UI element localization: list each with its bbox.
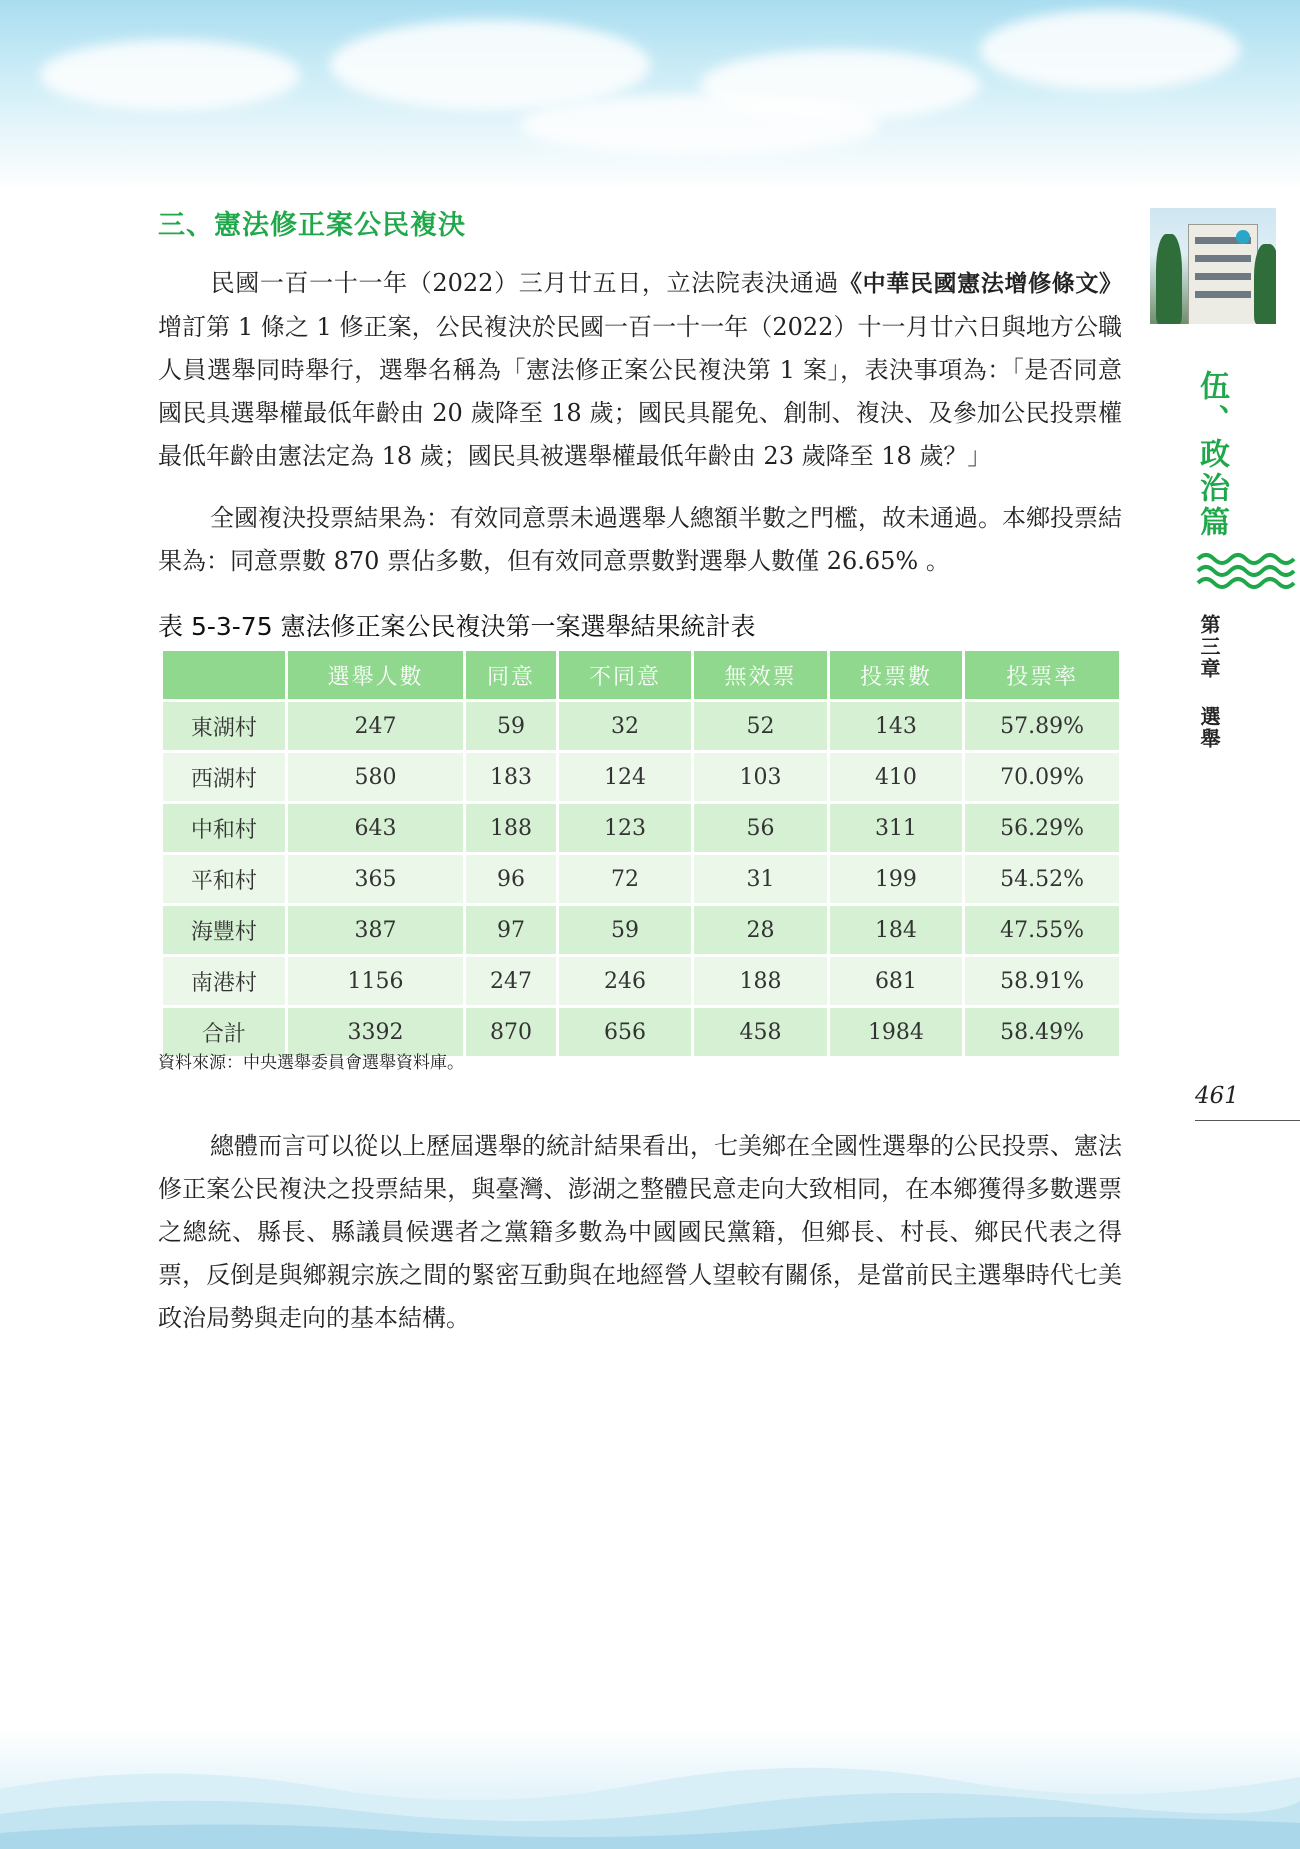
table-cell: 3392	[288, 1008, 463, 1056]
part-title: 伍、政治篇	[1194, 370, 1229, 540]
paragraph-national-result	[158, 497, 1122, 583]
referendum-results-table	[160, 648, 1122, 1059]
page-number-rule	[1195, 1120, 1300, 1121]
table-cell: 410	[830, 753, 962, 801]
column-header: 選舉人數	[288, 651, 463, 699]
table-cell: 580	[288, 753, 463, 801]
table-cell: 387	[288, 906, 463, 954]
column-header: 投票數	[830, 651, 962, 699]
table-cell: 247	[466, 957, 556, 1005]
table-cell: 656	[559, 1008, 691, 1056]
table-cell: 28	[694, 906, 826, 954]
table-cell: 143	[830, 702, 962, 750]
table-cell: 247	[288, 702, 463, 750]
column-header: 投票率	[965, 651, 1119, 699]
chapter-title: 第三章 選舉	[1197, 614, 1221, 750]
table-cell: 97	[466, 906, 556, 954]
footer-wave-background	[0, 1729, 1300, 1849]
table-source-note: 資料來源：中央選舉委員會選舉資料庫。	[158, 1053, 464, 1073]
row-label: 合計	[163, 1008, 285, 1056]
table-cell: 58.91%	[965, 957, 1119, 1005]
paragraph-2-text: 全國複決投票結果為：有效同意票未過選舉人總額半數之門檻，故未通過。本鄉投票結果為：同意票數 870 票佔多數，但有效同意票數對選舉人數僅 26.65% 。	[158, 504, 1122, 575]
row-label: 東湖村	[163, 702, 285, 750]
table-row	[163, 804, 1119, 852]
row-label: 海豐村	[163, 906, 285, 954]
table-cell: 870	[466, 1008, 556, 1056]
table-cell: 59	[559, 906, 691, 954]
table-row	[163, 702, 1119, 750]
row-label: 南港村	[163, 957, 285, 1005]
table-cell: 70.09%	[965, 753, 1119, 801]
header-sky-background	[0, 0, 1300, 190]
table-cell: 458	[694, 1008, 826, 1056]
row-label: 平和村	[163, 855, 285, 903]
row-label: 西湖村	[163, 753, 285, 801]
table-cell: 58.49%	[965, 1008, 1119, 1056]
table-cell: 184	[830, 906, 962, 954]
table-cell: 246	[559, 957, 691, 1005]
section-heading: 三、憲法修正案公民複決	[158, 210, 466, 241]
table-cell: 31	[694, 855, 826, 903]
table-cell: 57.89%	[965, 702, 1119, 750]
table-cell: 54.52%	[965, 855, 1119, 903]
paragraph-1-body: 增訂第 1 條之 1 修正案，公民複決於民國一百一十一年（2022）十一月廿六日與地方公職人員選舉同時舉行，選舉名稱為「憲法修正案公民複決第 1 案」，表決事項為：「是否同意國民具選舉權最低年齡由 20 歲降至 18 歲；國民具罷免、創制、複決、及參加公民投票權最低年齡由憲法定為 18 歲；國民具被選舉權最低年齡由 23 歲降至 18 歲？」	[158, 313, 1122, 470]
paragraph-1-lead: 民國一百一十一年（2022）三月廿五日，立法院表決通過	[210, 269, 839, 297]
table-cell: 59	[466, 702, 556, 750]
table-cell: 681	[830, 957, 962, 1005]
paragraph-amendment-intro	[158, 262, 1122, 478]
table-cell: 1156	[288, 957, 463, 1005]
table-cell: 183	[466, 753, 556, 801]
table-caption: 表 5-3-75 憲法修正案公民複決第一案選舉結果統計表	[158, 612, 756, 641]
paragraph-3-text: 總體而言可以從以上歷屆選舉的統計結果看出，七美鄉在全國性選舉的公民投票、憲法修正案公民複決之投票結果，與臺灣、澎湖之整體民意走向大致相同，在本鄉獲得多數選票之總統、縣長、縣議員候選者之黨籍多數為中國國民黨籍，但鄉長、村長、鄉民代表之得票，反倒是與鄉親宗族之間的緊密互動與在地經營人望較有關係，是當前民主選舉時代七美政治局勢與走向的基本結構。	[158, 1132, 1122, 1332]
table-cell: 199	[830, 855, 962, 903]
table-cell: 72	[559, 855, 691, 903]
table-cell: 56.29%	[965, 804, 1119, 852]
wave-decoration-icon	[1196, 551, 1300, 591]
table-cell: 188	[466, 804, 556, 852]
table-cell: 103	[694, 753, 826, 801]
table-cell: 1984	[830, 1008, 962, 1056]
paragraph-summary	[158, 1125, 1122, 1340]
table-cell: 56	[694, 804, 826, 852]
table-cell: 52	[694, 702, 826, 750]
table-cell: 365	[288, 855, 463, 903]
table-cell: 47.55%	[965, 906, 1119, 954]
table-cell: 32	[559, 702, 691, 750]
table-cell: 188	[694, 957, 826, 1005]
page-number: 461	[1195, 1083, 1239, 1109]
column-header: 無效票	[694, 651, 826, 699]
row-label: 中和村	[163, 804, 285, 852]
township-office-photo	[1150, 208, 1276, 324]
column-header: 不同意	[559, 651, 691, 699]
constitution-title: 《中華民國憲法增修條文》	[839, 271, 1123, 297]
table-cell: 643	[288, 804, 463, 852]
table-row	[163, 957, 1119, 1005]
table-row	[163, 906, 1119, 954]
table-cell: 123	[559, 804, 691, 852]
table-corner-cell	[163, 651, 285, 699]
table-row	[163, 855, 1119, 903]
table-row	[163, 753, 1119, 801]
table-cell: 96	[466, 855, 556, 903]
table-header-row	[163, 651, 1119, 699]
table-cell: 124	[559, 753, 691, 801]
column-header: 同意	[466, 651, 556, 699]
table-cell: 311	[830, 804, 962, 852]
